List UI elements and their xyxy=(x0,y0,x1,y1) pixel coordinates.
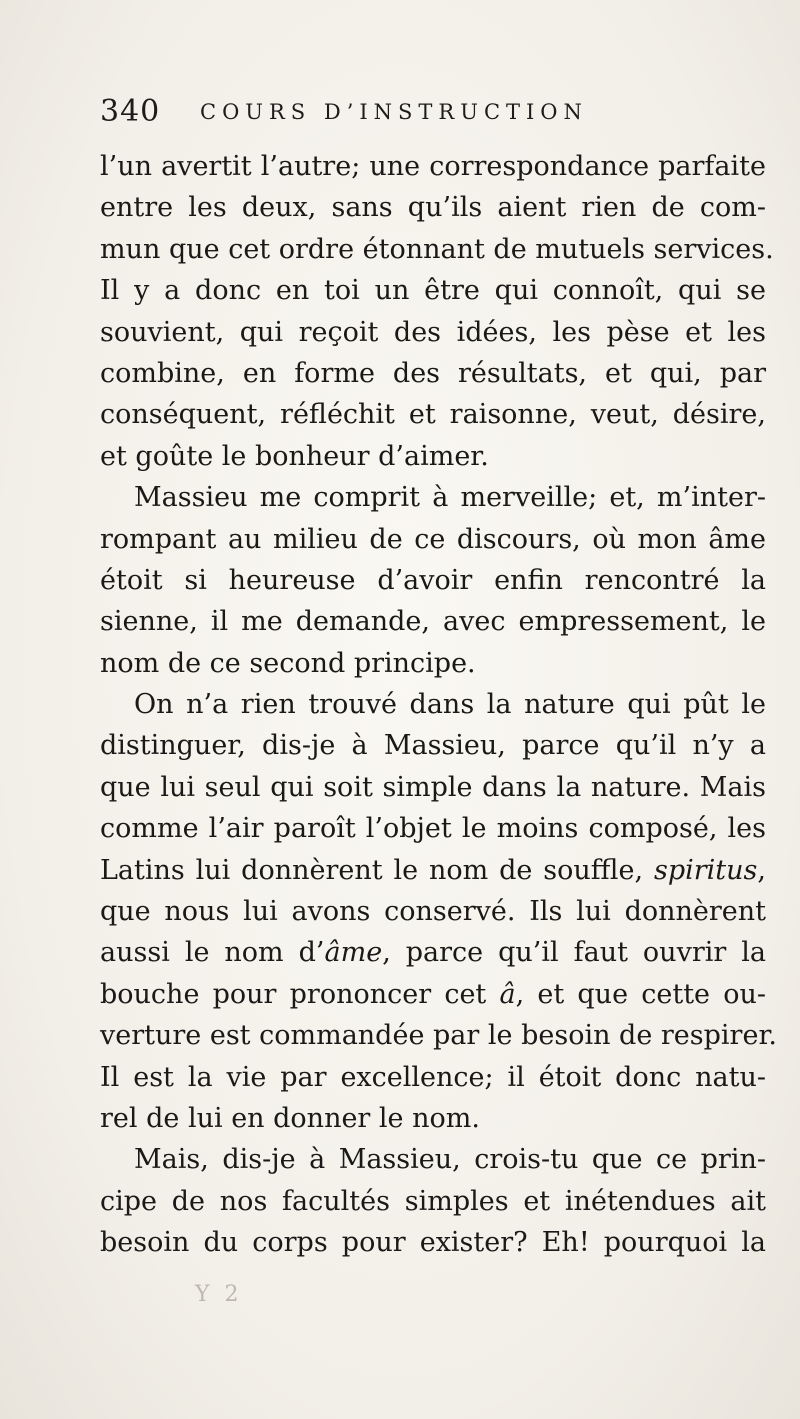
text-line xyxy=(100,808,766,849)
text-line xyxy=(100,643,766,684)
text-segment: bouche pour prononcer cet xyxy=(100,978,500,1010)
body-text xyxy=(100,146,777,1264)
text-segment: Massieu me comprit à merveille; et, m’inter- xyxy=(134,482,766,514)
text-line xyxy=(100,1098,766,1139)
text-segment: entre les deux, sans qu’ils aient rien de com- xyxy=(100,192,766,224)
text-segment: Il y a donc en toi un être qui connoît, qui se xyxy=(100,275,766,307)
text-segment: distinguer, dis-je à Massieu, parce qu’il n’y a xyxy=(100,730,766,762)
text-line xyxy=(100,436,766,477)
text-line xyxy=(100,932,766,973)
text-segment: verture est commandée par le besoin de respirer. xyxy=(100,1020,777,1052)
text-line xyxy=(100,477,766,518)
text-segment: , et que cette ou- xyxy=(515,978,766,1010)
text-line xyxy=(100,560,766,601)
text-line xyxy=(100,353,766,394)
text-line xyxy=(100,146,766,187)
text-segment: étoit si heureuse d’avoir enfin rencontré la xyxy=(100,564,766,596)
text-segment: Mais, dis-je à Massieu, crois-tu que ce prin- xyxy=(134,1144,766,1176)
text-segment: et goûte le bonheur d’aimer. xyxy=(100,440,489,472)
text-segment: que nous lui avons conservé. Ils lui donnèrent xyxy=(100,896,766,928)
text-line xyxy=(100,684,766,725)
italic-word: spiritus xyxy=(653,854,758,886)
text-line xyxy=(100,229,774,270)
text-line xyxy=(100,725,766,766)
text-segment: l’un avertit l’autre; une correspondance parfaite xyxy=(100,151,766,182)
page-number: 340 xyxy=(100,94,161,129)
text-segment: besoin du corps pour exister? Eh! pourquoi la xyxy=(100,1227,766,1259)
text-segment: On n’a rien trouvé dans la nature qui pût le xyxy=(134,689,766,721)
text-segment: conséquent, réfléchit et raisonne, veut, désire, xyxy=(100,399,766,431)
text-line xyxy=(100,1015,777,1056)
text-segment: combine, en forme des résultats, et qui, par xyxy=(100,357,766,389)
italic-word: â xyxy=(499,978,516,1010)
text-line xyxy=(100,312,766,353)
text-line xyxy=(100,850,766,891)
text-segment: Latins lui donnèrent le nom de souffle, xyxy=(100,854,654,886)
signature-mark: Y 2 xyxy=(195,1282,243,1307)
text-line xyxy=(100,974,766,1015)
text-segment: comme l’air paroît l’objet le moins composé, les xyxy=(100,813,766,845)
text-segment: sienne, il me demande, avec empressement, le xyxy=(100,606,766,638)
text-segment: rompant au milieu de ce discours, où mon âme xyxy=(100,523,766,555)
text-segment: que lui seul qui soit simple dans la nature. Mais xyxy=(100,771,766,803)
text-segment: , xyxy=(757,854,766,886)
running-head: COURS D’INSTRUCTION xyxy=(200,100,588,124)
text-segment: Il est la vie par excellence; il étoit donc natu- xyxy=(100,1061,766,1093)
text-segment: aussi le nom d’ xyxy=(100,937,325,969)
text-line xyxy=(100,1139,766,1180)
text-line xyxy=(100,270,766,311)
text-segment: mun que cet ordre étonnant de mutuels services. xyxy=(100,233,774,265)
text-line xyxy=(100,519,766,560)
text-line xyxy=(100,891,766,932)
text-segment: rel de lui en donner le nom. xyxy=(100,1102,480,1134)
text-segment: , parce qu’il faut ouvrir la xyxy=(382,937,766,969)
text-line xyxy=(100,767,766,808)
italic-word: âme xyxy=(324,937,383,969)
text-line xyxy=(100,1222,766,1263)
text-line xyxy=(100,1181,766,1222)
page-header xyxy=(100,94,700,138)
text-segment: souvient, qui reçoit des idées, les pèse et les xyxy=(100,316,766,348)
text-segment: cipe de nos facultés simples et inétendues ait xyxy=(100,1185,766,1217)
text-segment: nom de ce second principe. xyxy=(100,647,476,679)
text-line xyxy=(100,1057,766,1098)
text-line xyxy=(100,187,766,228)
text-line xyxy=(100,601,766,642)
text-line xyxy=(100,394,766,435)
